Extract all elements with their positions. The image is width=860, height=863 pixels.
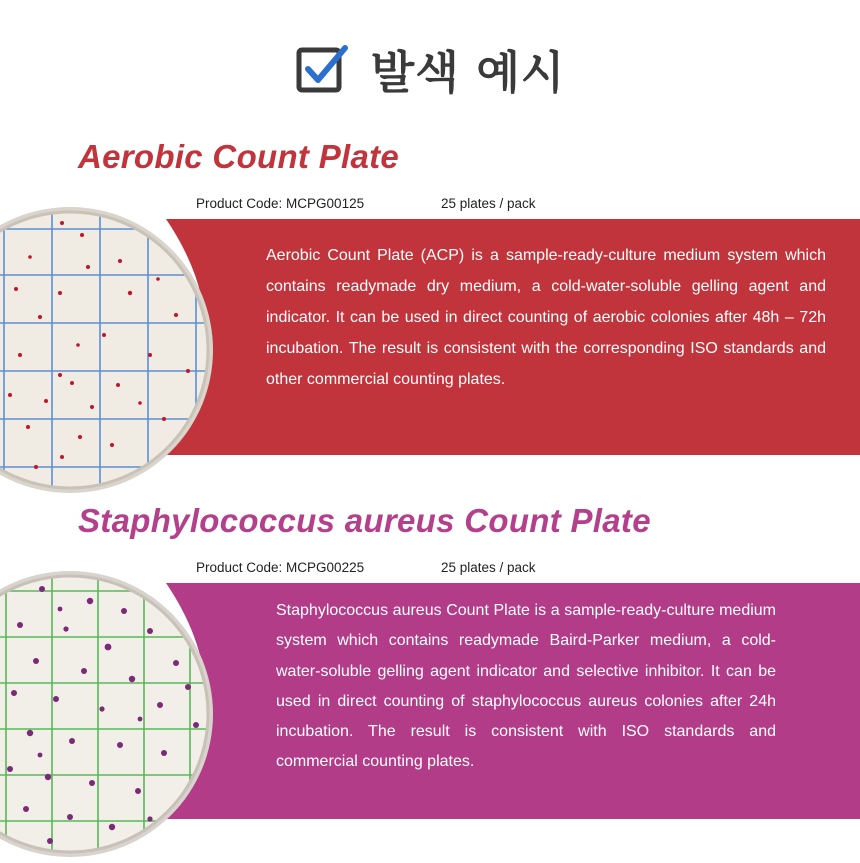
petri-plate-image [0,205,240,495]
petri-plate-image [0,569,240,859]
section-title: Aerobic Count Plate [78,138,400,175]
checkbox-checked-icon [295,42,349,96]
product-description: Aerobic Count Plate (ACP) is a sample-ready-culture medium system which contains readymade dry medium, a cold-water-soluble gelling agent and indicator. It can be used in direct counting of aerobic colonies after 48h – 72h incubation. The result is consistent with the corresponding ISO standards and other commercial counting plates. [266,247,826,388]
page-header [0,36,860,101]
pack-size: 25 plates / pack [441,560,536,575]
page-title: 발색 예시 [370,46,566,99]
staphylococcus-count-plate-section [0,502,860,852]
product-description: Staphylococcus aureus Count Plate is a sample-ready-culture medium system which contains readymade Baird-Parker medium, a cold-water-soluble gelling agent indicator and selective inhibitor. It can be used in direct counting of staphylococcus aureus colonies after 24h incubation. The result is consistent with ISO standards and commercial counting plates. [276,602,776,771]
pack-size: 25 plates / pack [441,196,536,211]
aerobic-count-plate-section [0,138,860,488]
product-code: Product Code: MCPG00225 [196,560,365,575]
product-code: Product Code: MCPG00125 [196,196,365,211]
section-title: Staphylococcus aureus Count Plate [78,502,651,539]
